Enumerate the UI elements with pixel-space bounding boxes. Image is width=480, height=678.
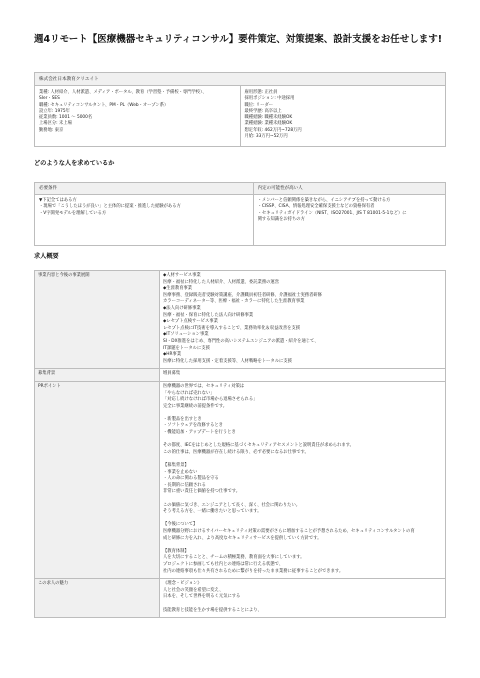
company-detail: 設立年: 1975年 [39,108,70,114]
overview-row-label: 事業内容と今後の事業展開 [35,271,160,369]
overview-line: この的仕事は、医療機器が存在し続ける限り、必ず必要になるお仕事です。 [163,449,309,455]
company-detail: 業種: 人材紹介、人材派遣、メディア・ポータル、教育（学習塾・予備校・専門学校）、 [39,90,207,95]
overview-line: 完全に事業継続の前提条件です。 [163,403,228,409]
preferred-candidates-cell [253,195,445,246]
overview-line: ・事業を止めない [163,469,198,475]
job-overview-table [34,270,446,618]
overview-line: 「やらなければ売れない」 [163,390,215,396]
overview-line: ・ソフトウェアを改修するとき [163,423,223,429]
overview-line: ◆ITソリューション事業 [163,332,209,338]
overview-line: 医療機器分野におけるサイバーセキュリティ対策の需要がさらに増加することが予想されるため、セキュリティコンサルタントの育 [163,528,415,534]
requirement-item: ・V字開発モデルを理解している方 [39,210,107,216]
employment-detail: 最終学歴: 高卒以上 [244,108,282,114]
blank-line [163,516,442,523]
overview-line: IT課題をトータルに支援 [163,345,210,351]
company-detail: 勤務地: 東京 [39,127,64,133]
required-conditions-header: 必要条件 [35,183,254,195]
overview-line: 人を大切にすることと、チームの積極業務、教育面を大事にしています。 [163,555,305,561]
overview-line: ◆法人向け研修事業 [163,305,201,311]
overview-line: 成と研修に力を入れ、より高度なセキュリティサービスを提供していく方針です。 [163,535,322,541]
overview-rows [35,271,446,618]
overview-line: 技能教育と技能を生かす場を提供することにより、 [163,607,262,613]
overview-row [35,579,446,618]
overview-row-content [160,381,446,578]
blank-line [163,456,442,463]
overview-line: ・長期的に信頼される [163,482,206,488]
overview-line: ・人の命に関わる製品を守る [163,476,219,482]
overview-line: そう考える方を、一緒に働きたいと思っています。 [163,509,262,515]
employment-detail: 業種経験: 業種未経験OK [244,121,293,127]
required-conditions-cell [35,195,254,246]
overview-row [35,271,446,369]
overview-row [35,381,446,578]
company-details-left [35,86,241,147]
employment-detail: 月給: 33万円~52万円 [244,134,288,140]
overview-row-label: PRポイント [35,381,160,578]
preferred-item: 関する知識をお持ちの方 [257,217,305,223]
overview-line: 「対応し続けなければ市場から退場させられる」 [163,397,258,403]
blank-line [163,496,442,503]
overview-line: SI・DX推進をはじめ、専門性の高いシステムエンジニアの派遣・紹介を通じて、 [163,338,319,344]
company-detail: 職種: セキュリティコンサルタント、PM・PL（Web・オープン系） [39,102,169,108]
company-detail: 従業員数: 1001 ～ 5000名 [39,115,93,121]
company-detail: SIer・SES [39,96,60,102]
overview-line: ・新製品を出すとき [163,416,202,422]
job-title: 週4リモート【医療機器セキュリティコンサル】要件策定、対策提案、設計支援をお任せします! [34,34,443,45]
overview-line: 医療事務、登録販売者受験対策講座、介護職員初任者研修、介護福祉士実務者研修 [163,292,322,298]
overview-line: 医療機器の世界では、セキュリティ対策は [163,383,245,389]
company-name: 株式会社日本教育クリエイト [35,73,446,86]
overview-line: 医療に特化した採用支援・定着支援等、人材戦略をトータルに支援 [163,358,292,364]
blank-line [163,601,442,608]
overview-row-label: 募集背景 [35,369,160,382]
overview-line: 日本を、そして世界を明るく元気にする [163,594,241,600]
requirement-item: ▼下記全てはある方 [39,198,77,203]
company-info-table [34,72,446,147]
section-heading-overview: 求人概要 [34,253,59,260]
preferred-item: ・CISSP、CISA、情報処理安全確保支援士などの資格保有者 [257,204,375,210]
overview-line: カラーコーディネーター等、医療・福祉・カラーに特化した生涯教育事業 [163,299,305,305]
overview-line: プロジェクトに参画しても社内との連絡は常に行える状態で、 [163,561,284,567]
overview-line: ◆人材サービス事業 [163,273,201,278]
preferred-item: ・メンバーと信頼関係を築きながら、イニシアチブを持って動ける方 [257,198,391,203]
overview-line: 【教育体制】 [163,548,189,554]
overview-line: ◆HR事業 [163,352,182,358]
overview-line: 【募集背景】 [163,463,189,469]
section-heading-target: どのような人を求めているか [34,160,115,167]
overview-line: 増員募集 [163,371,181,377]
employment-detail: 職種経験: 職種未経験OK [244,115,293,121]
preferred-item: ・セキュリティガイドライン（NIST、ISO27001、JIS T 81001-5-1など）に [257,210,407,216]
overview-line: 医療・福祉・保育に特化した法人向け研修事業 [163,312,254,318]
overview-line: 社内の連絡事項も仕々共有されるために繋がりを持ったまま業務に従事することができます。 [163,568,344,574]
company-detail: 上場区分: 未上場 [39,121,72,127]
overview-row-label: この求人の魅力 [35,579,160,618]
overview-line: その都度、IECをはじめとした規格に基づくセキュリティアセスメントと説明責任が求められます。 [163,443,354,449]
overview-row-content [160,271,446,369]
overview-line: 《理念・ビジョン》 [163,581,202,587]
overview-line: ◆レセプト点検サービス事業 [163,319,218,325]
overview-line: 【今後について】 [163,522,198,528]
employment-detail: 雇用形態: 正社員 [244,90,278,95]
overview-line: 医療・福祉に特化した人材紹介、人材派遣、委託業務の運営 [163,279,280,285]
overview-row-content [160,579,446,618]
requirement-item: ・現場で「こうしたほうが良い」と主体的に提案・推進した経験がある方 [39,204,181,210]
preferred-candidates-header: 内定の可能性が高い人 [253,183,445,195]
overview-line: この価値に気づき、エンジニアとして長く、深く、社会に関わりたい。 [163,502,301,508]
employment-detail: 想定年収: 462万円~728万円 [244,127,302,133]
company-details-right [240,86,446,147]
overview-line: 人と社会の笑顔を希望に変え、 [163,587,224,593]
blank-line [163,542,442,549]
requirements-table [34,182,446,246]
employment-detail: 採用ポジション: 中途採用 [244,96,295,102]
overview-row-content [160,369,446,382]
overview-row [35,369,446,382]
overview-line: 非常に重い責任と価値を持つ仕事です。 [163,489,240,495]
overview-line: レセプト点検にIT技術を導入することで、業務効率化＆収益改善を支援 [163,325,301,331]
overview-line: ◆生涯教育事業 [163,286,193,292]
employment-detail: 職位: リーダー [244,102,274,108]
blank-line [163,410,442,417]
overview-line: ・機能追加・アップデートを行うとき [163,430,236,436]
